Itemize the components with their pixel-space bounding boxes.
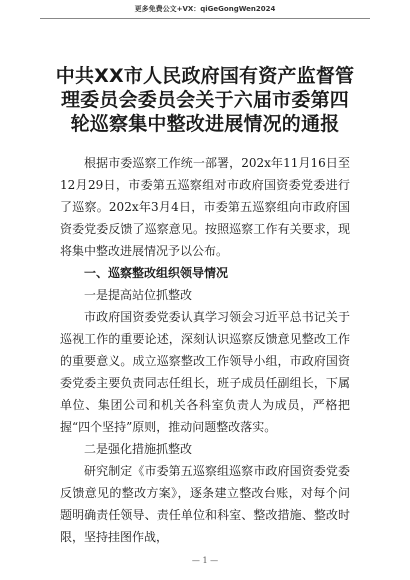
subheading-2: 二是强化措施抓整改 bbox=[84, 442, 193, 456]
section-heading-1: 一、巡察整改组织领导情况 bbox=[84, 266, 229, 280]
subheading-1: 一是提高站位抓整改 bbox=[84, 288, 193, 302]
document-body bbox=[60, 152, 350, 548]
paragraph-2: 研究制定《市委第五巡察组巡察市政府国资委党委反馈意见的整改方案》，逐条建立整改台账，对每个问题明确责任领导、责任单位和科室、整改措施、整改时限，坚持挂图作战， bbox=[60, 464, 350, 544]
page-number: — 1 — bbox=[191, 556, 219, 565]
document-title: 中共XX市人民政府国有资产监督管理委员会委员会关于六届市委第四轮巡察集中整改进展情况的通报 bbox=[55, 65, 355, 135]
header-promo-text: 更多免费公文+VX：qiGeGongWen2024 bbox=[134, 5, 276, 13]
intro-paragraph: 根据市委巡察工作统一部署，202x年11月16日至12月29日，市委第五巡察组对市政府国资委党委进行了巡察。202x年3月4日，市委第五巡察组向市政府国资委党委反馈了巡察意见。按照巡察工作有关要求，现将集中整改进展情况予以公布。 bbox=[60, 156, 350, 258]
header-divider bbox=[40, 18, 370, 19]
paragraph-1: 市政府国资委党委认真学习领会习近平总书记关于巡视工作的重要论述，深刻认识巡察反馈意见整改工作的重要意义。成立巡察整改工作领导小组，市政府国资委党委主要负责同志任组长，班子成员任副组长，下属单位、集团公司和机关各科室负责人为成员，严格把握“四个坚持”原则，推动问题整改落实。 bbox=[60, 310, 350, 434]
